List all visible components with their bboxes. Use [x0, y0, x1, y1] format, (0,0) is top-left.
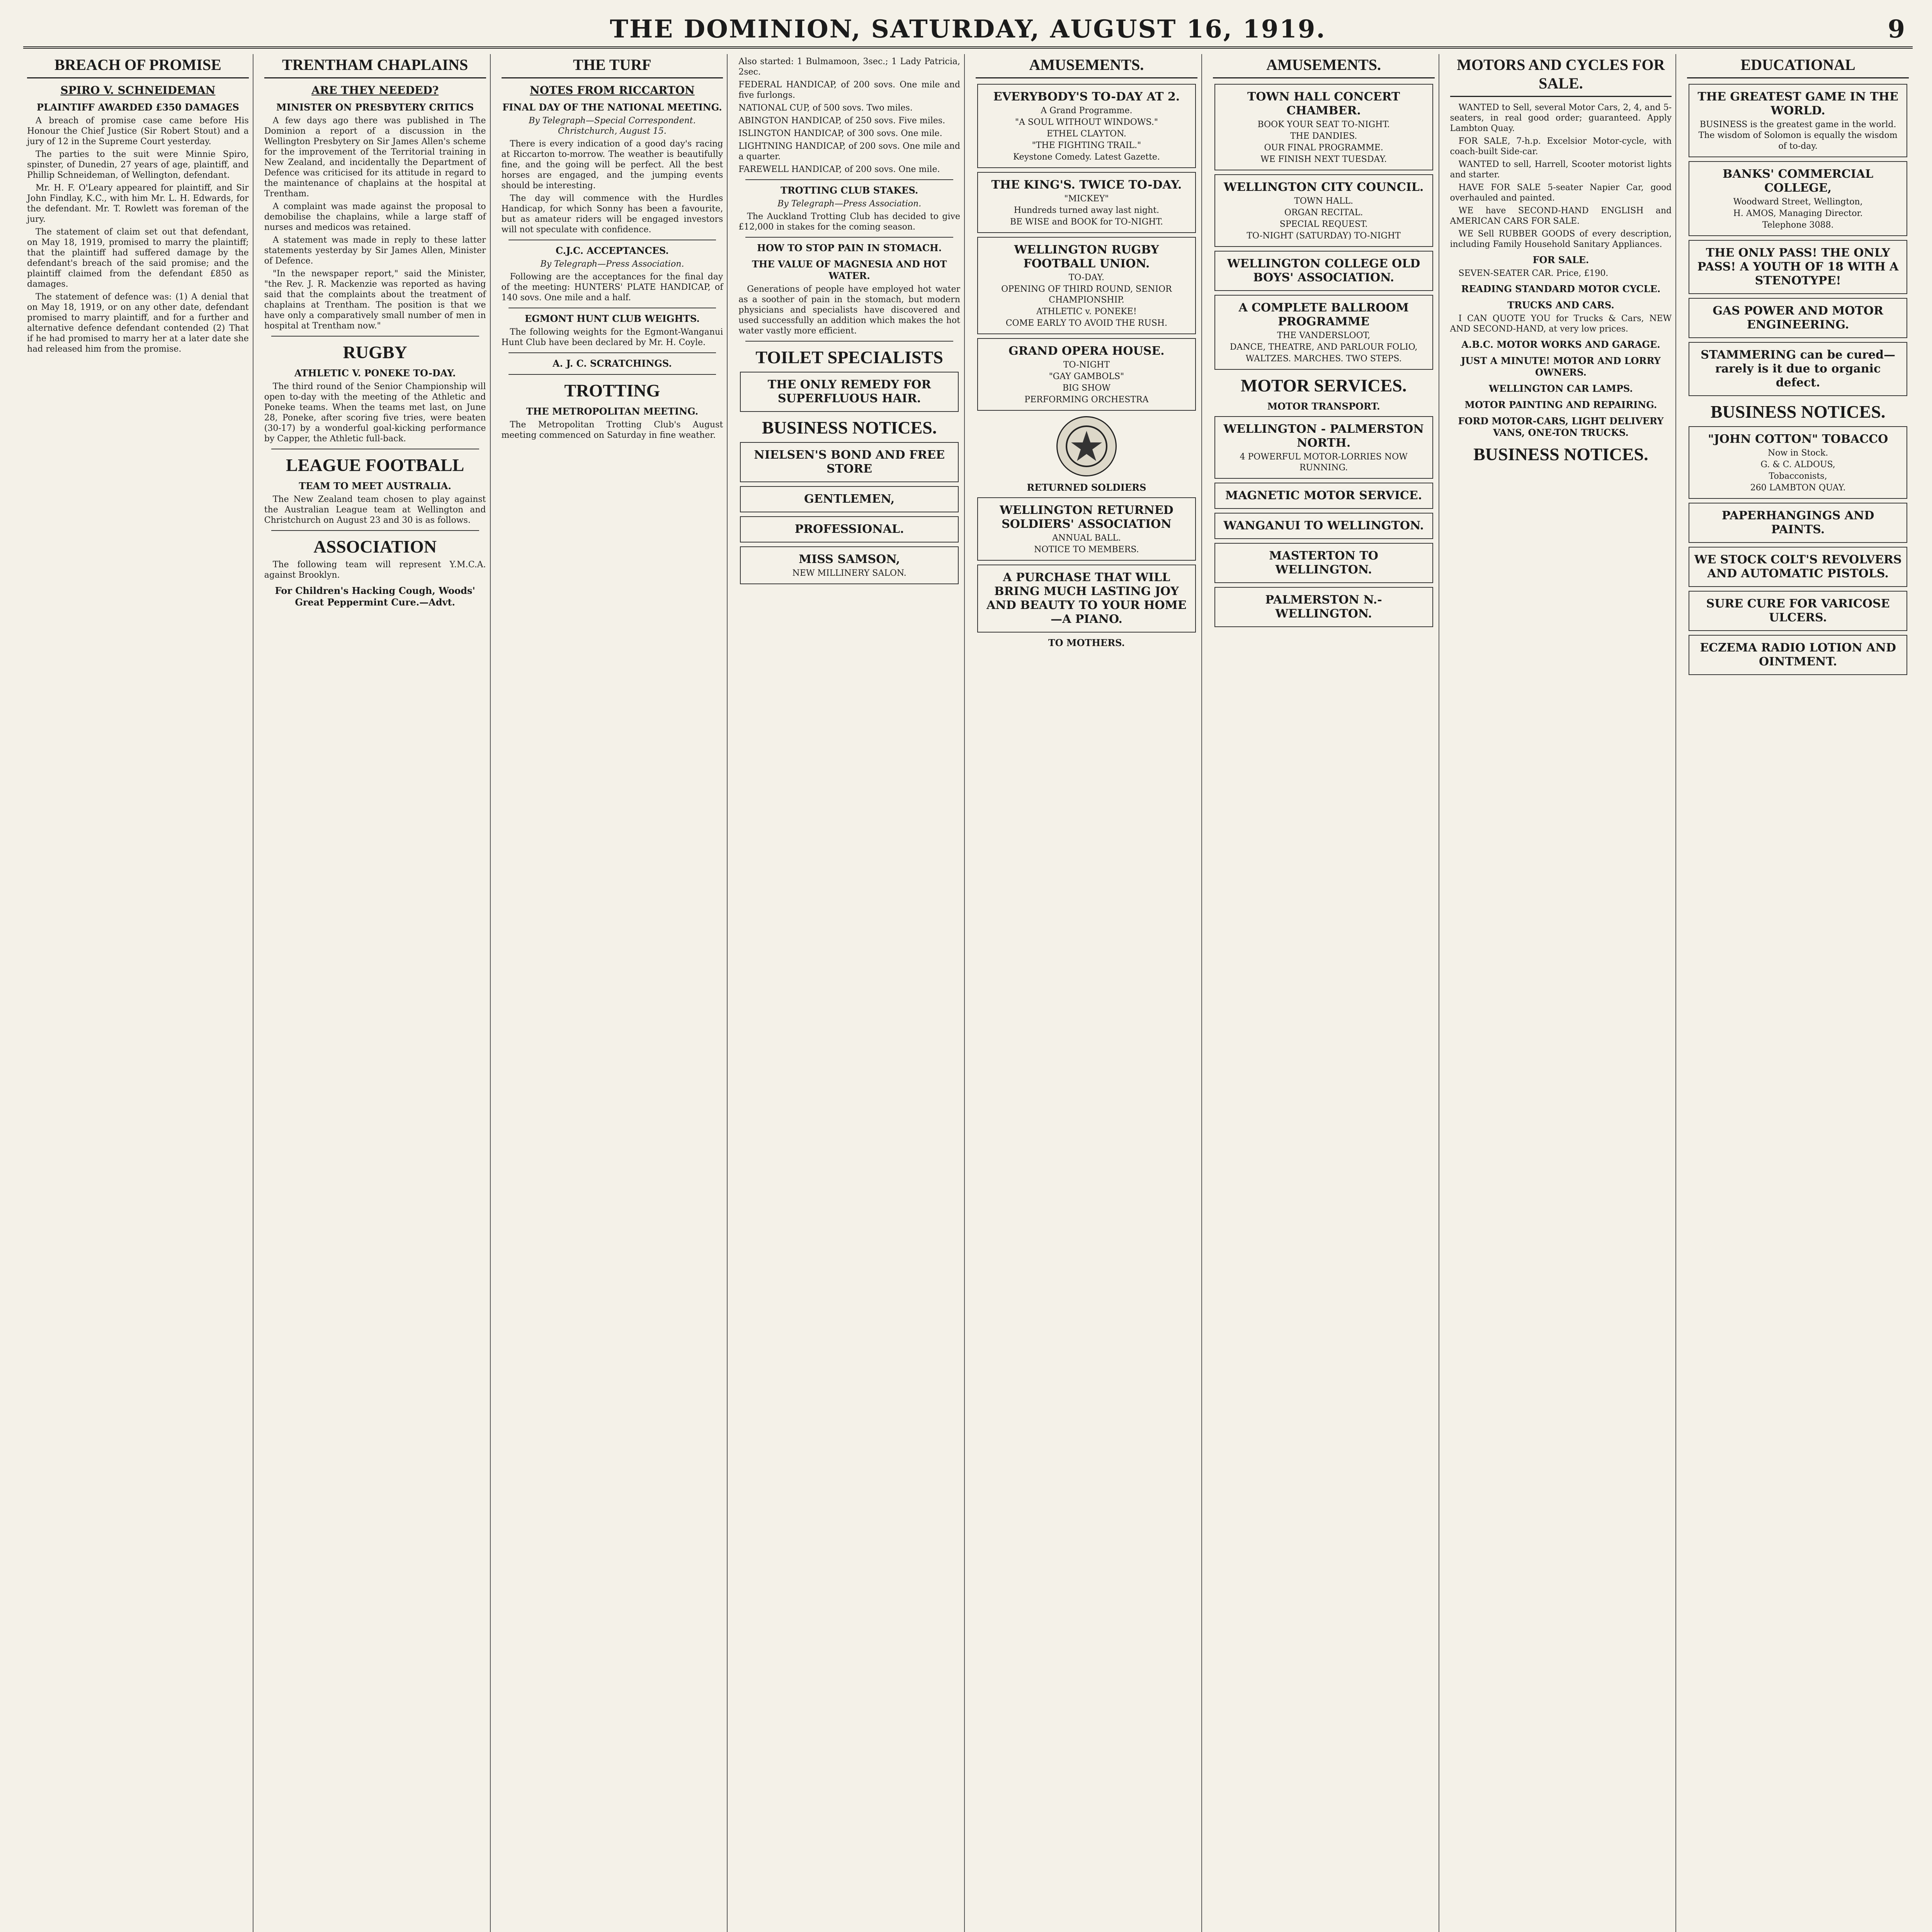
- advert-line: ETHEL CLAYTON.: [1046, 129, 1126, 139]
- classified-entry: I CAN QUOTE YOU for Trucks & Cars, NEW AND SECOND-HAND, at very low prices.: [1450, 314, 1672, 334]
- section-heading: AMUSEMENTS.: [1213, 56, 1435, 78]
- advert-line: A Grand Programme.: [1041, 106, 1133, 116]
- advert-line: PERFORMING ORCHESTRA: [1024, 395, 1149, 405]
- advert-line: BUSINESS is the greatest game in the world. The wisdom of Solomon is equally the wisdom of to-day.: [1698, 120, 1898, 151]
- advert-box: [977, 237, 1196, 334]
- race-entry: ABINGTON HANDICAP, of 250 sovs. Five miles.: [738, 116, 946, 126]
- advert-title: WELLINGTON RUGBY FOOTBALL UNION.: [1014, 243, 1159, 270]
- association-paragraph: The following team will represent Y.M.C.A. against Brooklyn.: [264, 560, 486, 580]
- section-divider: [509, 374, 716, 375]
- page-columns: [23, 54, 1913, 1932]
- advert-line: WE FINISH NEXT TUESDAY.: [1260, 155, 1387, 164]
- race-entry: FAREWELL HANDICAP, of 200 sovs. One mile.: [738, 165, 940, 174]
- advert-box: [1214, 84, 1433, 170]
- advert-line: Hundreds turned away last night.: [1014, 206, 1160, 215]
- advert-subheading: THE VALUE OF MAGNESIA AND HOT WATER.: [752, 259, 947, 281]
- classified-entry: WANTED to sell, Harrell, Scooter motorist lights and starter.: [1450, 160, 1672, 180]
- rugby-subheading: ATHLETIC V. PONEKE TO-DAY.: [294, 367, 456, 379]
- section-heading: MOTORS AND CYCLES FOR SALE.: [1450, 56, 1672, 97]
- advert-line: Telephone 3088.: [1762, 220, 1834, 230]
- motor-transport-heading: MOTOR TRANSPORT.: [1267, 401, 1380, 412]
- advert-box: [1214, 416, 1433, 479]
- article-paragraph: A few days ago there was published in The Dominion a report of a discussion in the Wellington Presbytery on Sir James Allen's scheme for the improvement of the Territorial training in New Zealand, and incidentally the Department of Defence was criticised for its attitude in regard to the maintenance of chaplains at the hospital at Trentham.: [264, 116, 486, 199]
- advert-title: WELLINGTON CITY COUNCIL.: [1223, 180, 1424, 194]
- article-paragraph: The parties to the suit were Minnie Spiro, spinster, of Dunedin, 27 years of age, plaintiff, and Phillip Schneideman, of Wellington, defendant.: [27, 150, 249, 180]
- race-entry: FEDERAL HANDICAP, of 200 sovs. One mile and five furlongs.: [738, 80, 960, 100]
- advert-title: EVERYBODY'S TO-DAY AT 2.: [993, 90, 1180, 104]
- egmont-heading: EGMONT HUNT CLUB WEIGHTS.: [525, 313, 700, 324]
- garage-heading: A.B.C. MOTOR WORKS AND GARAGE.: [1461, 339, 1660, 350]
- advert-line: NEW MILLINERY SALON.: [792, 568, 906, 578]
- advert-title: PAPERHANGINGS AND PAINTS.: [1721, 509, 1874, 536]
- advert-box: [977, 565, 1196, 633]
- trotting-heading: TROTTING: [564, 381, 660, 400]
- advert-box: [1689, 635, 1907, 675]
- advert-box: [1214, 174, 1433, 247]
- motor-services-heading: MOTOR SERVICES.: [1240, 376, 1407, 395]
- section-divider: [271, 530, 479, 531]
- race-entry: Also started: 1 Bulmamoon, 3sec.; 1 Lady Patricia, 2sec.: [738, 57, 960, 77]
- advert-title: ECZEMA RADIO LOTION AND OINTMENT.: [1700, 641, 1896, 668]
- advert-line: "MICKEY": [1064, 194, 1109, 204]
- advert-line: WALTZES. MARCHES. TWO STEPS.: [1245, 354, 1402, 364]
- article-paragraph: The statement of defence was: (1) A denial that on May 18, 1919, or on any other date, defendant promised to marry plaintiff, and for a further and alternative defence defendant contended (2) That if he had promised to marry her at a later date she had released him from the promise.: [27, 292, 249, 354]
- column-educational: [1683, 54, 1913, 1932]
- advert-box: [1214, 543, 1433, 583]
- byline: By Telegraph—Press Association.: [777, 199, 922, 209]
- article-paragraph: A statement was made in reply to these latter statements yesterday by Sir James Allen, Minister of Defence.: [264, 235, 486, 266]
- advert-box: [1689, 591, 1907, 631]
- advert-box: [1214, 587, 1433, 627]
- trotting-stakes-heading: TROTTING CLUB STAKES.: [780, 185, 918, 196]
- advert-line: Tobacconists,: [1769, 471, 1827, 481]
- classified-entry: WANTED to Sell, several Motor Cars, 2, 4, and 5-seaters, in real good order; guaranteed. Apply Lambton Quay.: [1450, 103, 1672, 133]
- advert-heading: HOW TO STOP PAIN IN STOMACH.: [757, 242, 942, 253]
- rugby-heading: RUGBY: [343, 342, 407, 362]
- advert-title: SURE CURE FOR VARICOSE ULCERS.: [1706, 597, 1890, 624]
- advert-title: WANGANUI TO WELLINGTON.: [1223, 519, 1424, 532]
- footer-advert: For Children's Hacking Cough, Woods' Great Peppermint Cure.—Advt.: [275, 585, 475, 608]
- advert-line: OUR FINAL PROGRAMME.: [1264, 143, 1383, 153]
- minute-heading: JUST A MINUTE! MOTOR AND LORRY OWNERS.: [1461, 355, 1661, 378]
- toilet-heading: TOILET SPECIALISTS: [755, 347, 943, 367]
- returned-soldiers-emblem: [1056, 416, 1117, 476]
- advert-line: 260 LAMBTON QUAY.: [1750, 483, 1846, 493]
- article-subheading: NOTES FROM RICCARTON: [530, 84, 695, 97]
- ajc-heading: A. J. C. SCRATCHINGS.: [553, 358, 672, 369]
- article-subheading: ARE THEY NEEDED?: [311, 84, 439, 97]
- advert-title: GAS POWER AND MOTOR ENGINEERING.: [1713, 304, 1883, 332]
- advert-box: [1689, 547, 1907, 587]
- trucks-heading: TRUCKS AND CARS.: [1507, 299, 1614, 311]
- section-heading: EDUCATIONAL: [1687, 56, 1909, 78]
- article-subheading: SPIRO V. SCHNEIDEMAN: [60, 84, 216, 97]
- advert-line: H. AMOS, Managing Director.: [1733, 209, 1863, 218]
- advert-line: TO-NIGHT: [1063, 360, 1110, 370]
- business-heading: BUSINESS NOTICES.: [1473, 444, 1648, 464]
- advert-title: MASTERTON TO WELLINGTON.: [1269, 549, 1378, 577]
- advert-title: A COMPLETE BALLROOM PROGRAMME: [1238, 301, 1409, 328]
- advert-line: BIG SHOW: [1062, 383, 1111, 393]
- page-number: 9: [1888, 15, 1905, 44]
- advert-line: BOOK YOUR SEAT TO-NIGHT.: [1257, 120, 1390, 129]
- advert-box: [977, 172, 1196, 233]
- column-the-turf: [498, 54, 728, 1932]
- article-headline: MINISTER ON PRESBYTERY CRITICS: [276, 102, 474, 113]
- advert-title: PROFESSIONAL.: [794, 522, 904, 536]
- cjc-heading: C.J.C. ACCEPTANCES.: [555, 245, 669, 256]
- advert-line: G. & C. ALDOUS,: [1760, 460, 1835, 469]
- advert-line: Woodward Street, Wellington,: [1733, 197, 1863, 207]
- section-divider: [745, 237, 953, 238]
- newspaper-title: THE DOMINION, SATURDAY, AUGUST 16, 1919.: [610, 15, 1326, 44]
- advert-box: [740, 442, 959, 482]
- section-heading: AMUSEMENTS.: [976, 56, 1197, 78]
- advert-line: ORGAN RECITAL.: [1284, 208, 1363, 218]
- cjc-paragraph: Following are the acceptances for the final day of the meeting: HUNTERS' PLATE HANDICAP, of 140 sovs. One mile and a half.: [501, 272, 723, 303]
- article-paragraph: "In the newspaper report," said the Minister, "the Rev. J. R. Mackenzie was reported as having said that the complaints about the treatment of chaplains at Trentham. The position is that we have only a comparatively small number of men in hospital at Trentham now.": [264, 269, 486, 331]
- advert-box: [740, 486, 959, 512]
- ford-heading: FORD MOTOR-CARS, LIGHT DELIVERY VANS, ONE-TON TRUCKS.: [1458, 415, 1664, 438]
- advert-box: [1689, 298, 1907, 338]
- race-entry: LIGHTNING HANDICAP, of 200 sovs. One mile and a quarter.: [738, 141, 960, 162]
- advert-line: "GAY GAMBOLS": [1049, 372, 1124, 381]
- classified-entry: HAVE FOR SALE 5-seater Napier Car, good overhauled and painted.: [1450, 183, 1672, 203]
- column-motors-for-sale: [1446, 54, 1677, 1932]
- advert-box: [977, 338, 1196, 411]
- advert-heading: TO MOTHERS.: [1048, 637, 1125, 648]
- advert-title: NIELSEN'S BOND AND FREE STORE: [754, 448, 945, 476]
- advert-title: MISS SAMSON,: [798, 553, 900, 566]
- advert-line: BE WISE and BOOK for TO-NIGHT.: [1010, 217, 1163, 227]
- advert-box: [1689, 84, 1907, 157]
- section-divider: [509, 352, 716, 353]
- article-paragraph: A complaint was made against the proposal to demobilise the chaplains, while a large staff of nurses and medicos was retained.: [264, 202, 486, 232]
- advert-line: TOWN HALL.: [1294, 196, 1354, 206]
- league-paragraph: The New Zealand team chosen to play against the Australian League team at Wellington and Christchurch on August 23 and 30 is as follows.: [264, 495, 486, 525]
- advert-title: GENTLEMEN,: [804, 492, 895, 506]
- classified-entry: FOR SALE, 7-h.p. Excelsior Motor-cycle, with coach-built Side-car.: [1450, 136, 1672, 156]
- advert-box: [740, 516, 959, 543]
- byline: By Telegraph—Press Association.: [540, 259, 684, 269]
- league-heading: LEAGUE FOOTBALL: [286, 455, 464, 475]
- egmont-paragraph: The following weights for the Egmont-Wanganui Hunt Club have been declared by Mr. H. Coyle.: [501, 327, 723, 347]
- article-paragraph: Mr. H. F. O'Leary appeared for plaintiff, and Sir John Findlay, K.C., with him Mr. L. H. Edwards, for the defendant. Mr. T. Rowlett was foreman of the jury.: [27, 183, 249, 224]
- advert-line: DANCE, THEATRE, AND PARLOUR FOLIO,: [1230, 342, 1418, 352]
- column-amusements-2: [1209, 54, 1439, 1932]
- league-subheading: TEAM TO MEET AUSTRALIA.: [299, 480, 451, 492]
- classified-entry: WE Sell RUBBER GOODS of every description, including Family Household Sanitary Appliances.: [1450, 229, 1672, 249]
- article-paragraph: There is every indication of a good day's racing at Riccarton to-morrow. The weather is beautifully fine, and the going will be perfect. All the best horses are engaged, and the jumping events should be interesting.: [501, 139, 723, 190]
- advert-box: [1689, 161, 1907, 236]
- advert-box: [740, 546, 959, 584]
- advert-line: Keystone Comedy. Latest Gazette.: [1013, 152, 1160, 162]
- advert-paragraph: Generations of people have employed hot water as a soother of pain in the stomach, but modern physicians and specialists have discovered and used successfully an addition which makes the hot water vastly more efficient.: [738, 284, 960, 336]
- advert-title: BANKS' COMMERCIAL COLLEGE,: [1723, 167, 1874, 195]
- article-subheading-2: FINAL DAY OF THE NATIONAL MEETING.: [502, 102, 722, 113]
- advert-line: TO-NIGHT (SATURDAY) TO-NIGHT: [1247, 231, 1401, 241]
- advert-box: [1689, 240, 1907, 294]
- advert-box: [1689, 503, 1907, 543]
- article-heading: THE TURF: [502, 56, 723, 78]
- advert-line: THE VANDERSLOOT,: [1277, 331, 1371, 340]
- car-lamps-heading: WELLINGTON CAR LAMPS.: [1489, 383, 1633, 394]
- advert-line: THE DANDIES.: [1290, 131, 1357, 141]
- advert-line: ATHLETIC v. PONEKE!: [1036, 307, 1137, 316]
- race-entry: NATIONAL CUP, of 500 sovs. Two miles.: [738, 103, 913, 113]
- section-divider: [745, 179, 953, 180]
- advert-line: Now in Stock.: [1767, 448, 1828, 458]
- trotting-subheading: THE METROPOLITAN MEETING.: [526, 406, 699, 417]
- advert-title: MAGNETIC MOTOR SERVICE.: [1225, 489, 1422, 502]
- article-paragraph: A breach of promise case came before His Honour the Chief Justice (Sir Robert Stout) and a jury of 12 in the Supreme Court yesterday.: [27, 116, 249, 146]
- column-trentham-chaplains: [260, 54, 491, 1932]
- rugby-paragraph: The third round of the Senior Championship will open to-day with the meeting of the Athletic and Poneke teams. When the teams met last, on June 28, Poneke, after scoring five tries, were beaten (30-17) by a wonderful goal-kicking performance by Capper, the Athletic full-back.: [264, 382, 486, 444]
- article-heading: BREACH OF PROMISE: [27, 56, 249, 78]
- for-sale-heading: FOR SALE.: [1532, 254, 1589, 265]
- advert-line: ANNUAL BALL.: [1052, 533, 1121, 543]
- advert-box: [1214, 483, 1433, 509]
- advert-title: WELLINGTON COLLEGE OLD BOYS' ASSOCIATION.: [1227, 257, 1420, 284]
- advert-line: TO-DAY.: [1068, 273, 1104, 282]
- advert-box: [1689, 426, 1907, 499]
- section-divider: [745, 341, 953, 342]
- advert-box: [977, 497, 1196, 561]
- advert-title: STAMMERING can be cured—rarely is it due to organic defect.: [1701, 348, 1896, 389]
- race-entry: ISLINGTON HANDICAP, of 300 sovs. One mile.: [738, 129, 942, 138]
- advert-line: "A SOUL WITHOUT WINDOWS.": [1015, 117, 1158, 127]
- painting-heading: MOTOR PAINTING AND REPAIRING.: [1464, 399, 1657, 410]
- section-divider: [271, 336, 479, 337]
- advert-title: PALMERSTON N.-WELLINGTON.: [1265, 593, 1382, 621]
- advert-line: 4 POWERFUL MOTOR-LORRIES NOW RUNNING.: [1240, 452, 1408, 473]
- article-paragraph: The day will commence with the Hurdles Handicap, for which Sonny has been a favourite, but as amateur riders will be engaged investors will not speculate with confidence.: [501, 194, 723, 235]
- classified-entry: SEVEN-SEATER CAR. Price, £190.: [1458, 269, 1609, 278]
- advert-box: [1214, 513, 1433, 539]
- classified-entry: WE have SECOND-HAND ENGLISH and AMERICAN CARS FOR SALE.: [1450, 206, 1672, 226]
- advert-title: WELLINGTON RETURNED SOLDIERS' ASSOCIATION: [1000, 503, 1173, 531]
- byline: By Telegraph—Special Correspondent. Christchurch, August 15.: [529, 116, 696, 136]
- advert-title: WELLINGTON - PALMERSTON NORTH.: [1223, 422, 1424, 450]
- emblem-label: RETURNED SOLDIERS: [1027, 482, 1146, 493]
- advert-line: SPECIAL REQUEST.: [1279, 219, 1368, 229]
- advert-title: GRAND OPERA HOUSE.: [1009, 344, 1165, 358]
- advert-title: "JOHN COTTON" TOBACCO: [1708, 432, 1888, 446]
- advert-line: OPENING OF THIRD ROUND, SENIOR CHAMPIONSHIP.: [1001, 284, 1172, 305]
- column-racing-results: [735, 54, 965, 1932]
- column-breach-of-promise: [23, 54, 253, 1932]
- advert-title: WE STOCK COLT'S REVOLVERS AND AUTOMATIC PISTOLS.: [1694, 553, 1902, 580]
- advert-title: A PURCHASE THAT WILL BRING MUCH LASTING JOY AND BEAUTY TO YOUR HOME—A PIANO.: [986, 571, 1187, 626]
- advert-title: THE ONLY PASS! THE ONLY PASS! A YOUTH OF 18 WITH A STENOTYPE!: [1697, 246, 1899, 287]
- advert-title: THE ONLY REMEDY FOR SUPERFLUOUS HAIR.: [767, 378, 931, 405]
- trotting-stakes-paragraph: The Auckland Trotting Club has decided to give £12,000 in stakes for the coming season.: [738, 212, 960, 232]
- badge-icon: [1063, 423, 1110, 469]
- advert-box: [977, 84, 1196, 168]
- reading-standard-heading: READING STANDARD MOTOR CYCLE.: [1461, 283, 1661, 294]
- advert-box: [1214, 251, 1433, 291]
- advert-title: THE KING'S. TWICE TO-DAY.: [991, 178, 1182, 192]
- advert-title: TOWN HALL CONCERT CHAMBER.: [1247, 90, 1400, 117]
- business-heading: BUSINESS NOTICES.: [1710, 402, 1886, 422]
- masthead: [23, 8, 1913, 49]
- advert-line: "THE FIGHTING TRAIL.": [1032, 141, 1141, 150]
- association-heading: ASSOCIATION: [313, 537, 437, 556]
- advert-box: [740, 372, 959, 412]
- advert-line: NOTICE TO MEMBERS.: [1034, 545, 1139, 554]
- advert-line: COME EARLY TO AVOID THE RUSH.: [1005, 318, 1168, 328]
- column-amusements-1: [972, 54, 1202, 1932]
- article-headline: PLAINTIFF AWARDED £350 DAMAGES: [36, 102, 239, 113]
- advert-box: [1214, 295, 1433, 370]
- business-heading: BUSINESS NOTICES.: [762, 418, 937, 437]
- article-heading: TRENTHAM CHAPLAINS: [264, 56, 486, 78]
- trotting-paragraph: The Metropolitan Trotting Club's August meeting commenced on Saturday in fine weather.: [501, 420, 723, 440]
- advert-title: THE GREATEST GAME IN THE WORLD.: [1697, 90, 1898, 117]
- advert-box: [1689, 342, 1907, 396]
- article-paragraph: The statement of claim set out that defendant, on May 18, 1919, promised to marry the plaintiff; that the plaintiff had suffered damage by the defendant's breach of the said promise; and the plaintiff claimed from the defendant £850 as damages.: [27, 227, 249, 289]
